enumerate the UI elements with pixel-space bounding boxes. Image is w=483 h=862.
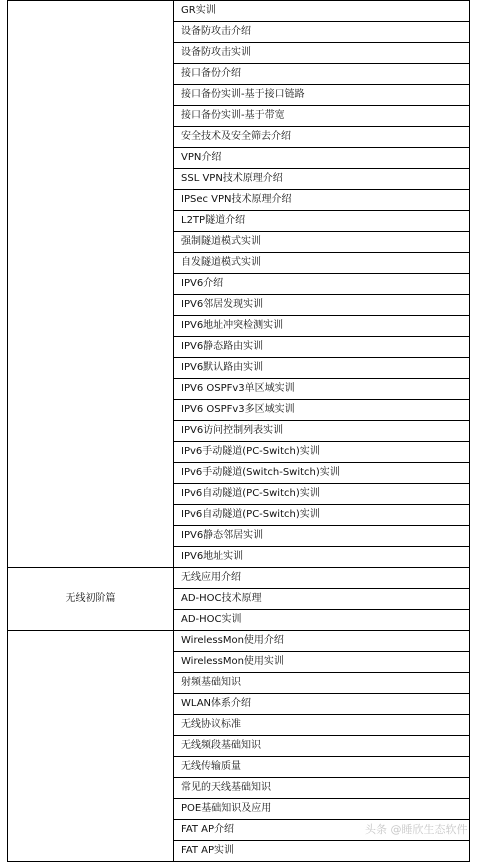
course-item-cell: IPv6手动隧道(Switch-Switch)实训 bbox=[174, 463, 470, 484]
course-item-cell: 无线频段基础知识 bbox=[174, 736, 470, 757]
watermark: 头条 @睡欣生态软件 bbox=[365, 823, 468, 836]
section-title-cell bbox=[8, 1, 174, 568]
course-item-cell: IPV6 OSPFv3单区域实训 bbox=[174, 379, 470, 400]
course-item-cell: 射频基础知识 bbox=[174, 673, 470, 694]
course-item-cell: GR实训 bbox=[174, 1, 470, 22]
course-item-cell: 无线应用介绍 bbox=[174, 568, 470, 589]
course-item-cell: IPV6静态路由实训 bbox=[174, 337, 470, 358]
section-title-cell bbox=[8, 631, 174, 862]
table-row bbox=[8, 568, 470, 589]
course-item-cell: L2TP隧道介绍 bbox=[174, 211, 470, 232]
course-item-cell: 强制隧道模式实训 bbox=[174, 232, 470, 253]
course-item-cell: IPV6访问控制列表实训 bbox=[174, 421, 470, 442]
course-item-cell: 设备防攻击实训 bbox=[174, 43, 470, 64]
course-item-cell: 设备防攻击介绍 bbox=[174, 22, 470, 43]
course-item-cell: VPN介绍 bbox=[174, 148, 470, 169]
course-item-cell: 无线协议标准 bbox=[174, 715, 470, 736]
course-item-cell: 安全技术及安全筛去介绍 bbox=[174, 127, 470, 148]
section-title-cell: 无线初阶篇 bbox=[8, 568, 174, 631]
course-item-cell: IPV6邻居发现实训 bbox=[174, 295, 470, 316]
course-table bbox=[7, 0, 470, 862]
course-item-cell: IPV6 OSPFv3多区域实训 bbox=[174, 400, 470, 421]
course-item-cell: IPV6静态邻居实训 bbox=[174, 526, 470, 547]
course-item-cell: IPV6地址冲突检测实训 bbox=[174, 316, 470, 337]
table-row bbox=[8, 1, 470, 22]
course-item-cell: WLAN体系介绍 bbox=[174, 694, 470, 715]
course-item-cell: IPV6地址实训 bbox=[174, 547, 470, 568]
course-item-cell: 接口备份介绍 bbox=[174, 64, 470, 85]
course-item-cell: IPv6自动隧道(PC-Switch)实训 bbox=[174, 505, 470, 526]
course-item-cell: IPv6手动隧道(PC-Switch)实训 bbox=[174, 442, 470, 463]
course-item-cell: WirelessMon使用介绍 bbox=[174, 631, 470, 652]
course-item-cell: FAT AP介绍 bbox=[174, 820, 470, 841]
course-item-cell: AD-HOC实训 bbox=[174, 610, 470, 631]
course-item-cell: 无线传输质量 bbox=[174, 757, 470, 778]
course-item-cell: IPV6默认路由实训 bbox=[174, 358, 470, 379]
course-item-cell: IPV6介绍 bbox=[174, 274, 470, 295]
course-item-cell: 常见的天线基础知识 bbox=[174, 778, 470, 799]
course-item-cell: WirelessMon使用实训 bbox=[174, 652, 470, 673]
course-item-cell: 自发隧道模式实训 bbox=[174, 253, 470, 274]
course-item-cell: IPSec VPN技术原理介绍 bbox=[174, 190, 470, 211]
course-item-cell: 接口备份实训-基于接口链路 bbox=[174, 85, 470, 106]
course-item-cell: AD-HOC技术原理 bbox=[174, 589, 470, 610]
course-item-cell: SSL VPN技术原理介绍 bbox=[174, 169, 470, 190]
course-item-cell: 接口备份实训-基于带宽 bbox=[174, 106, 470, 127]
course-item-cell: IPv6自动隧道(PC-Switch)实训 bbox=[174, 484, 470, 505]
course-item-cell: POE基础知识及应用 bbox=[174, 799, 470, 820]
course-table-body bbox=[8, 1, 470, 862]
course-item-cell: FAT AP实训 bbox=[174, 841, 470, 862]
table-row bbox=[8, 631, 470, 652]
